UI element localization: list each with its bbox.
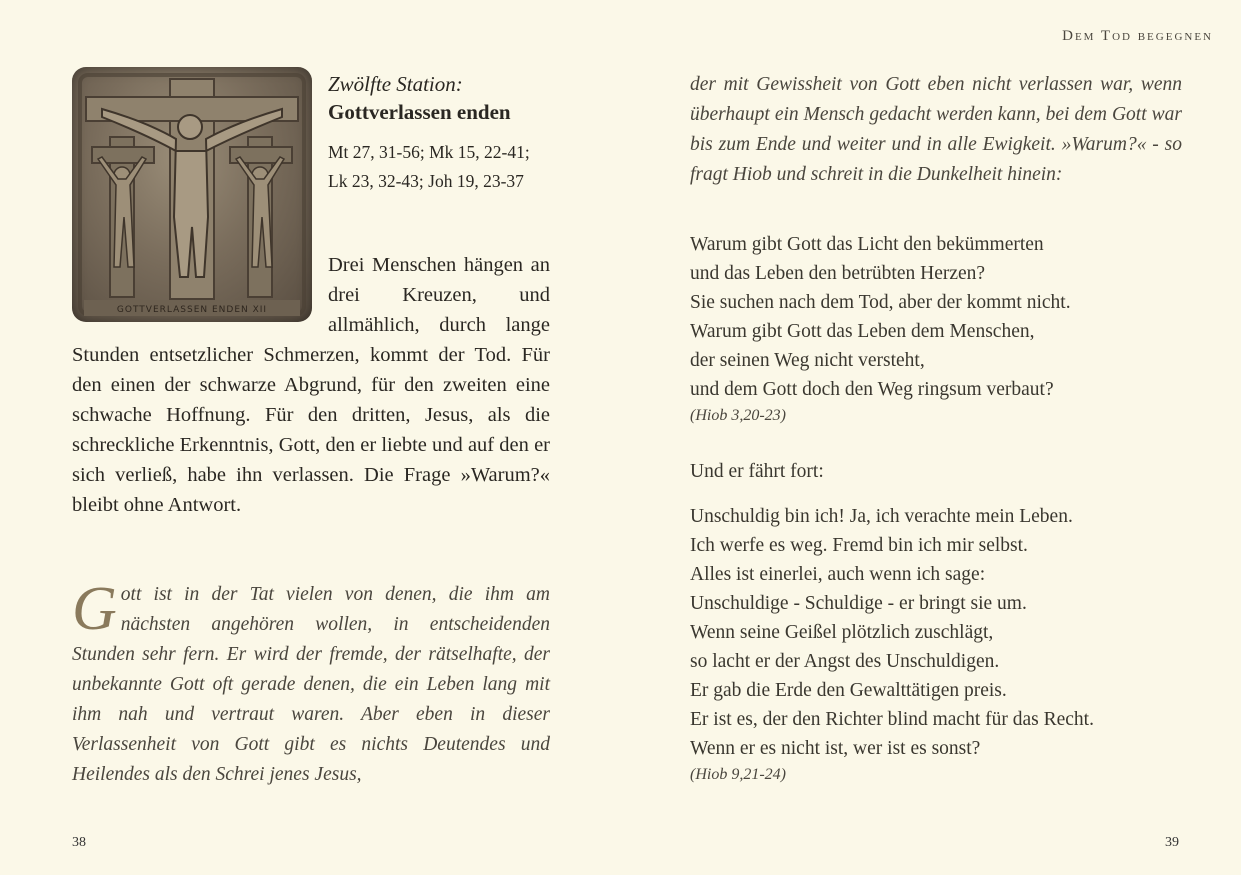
italic-paragraph [72, 575, 550, 790]
poem-line: Wenn seine Geißel plötzlich zuschlägt, [690, 622, 994, 643]
poem-line: Warum gibt Gott das Licht den bekümmerten [690, 234, 1044, 255]
hiob-quote-2 [690, 502, 1190, 787]
drop-cap: G [72, 575, 117, 643]
hiob-quote-1 [690, 230, 1190, 428]
poem-line: Warum gibt Gott das Leben dem Menschen, [690, 321, 1035, 342]
scripture-references: Mt 27, 31-56; Mk 15, 22-41; Lk 23, 32-43; Joh 19, 23-37 [328, 142, 530, 191]
poem-line: Unschuldige - Schuldige - er bringt sie um. [690, 593, 1027, 614]
station-title: Zwölfte Station: [328, 72, 463, 96]
page-number-left: 38 [72, 835, 86, 850]
right-page [620, 0, 1241, 875]
right-italic-paragraph: der mit Gewissheit von Gott eben nicht verlassen war, wenn überhaupt ein Mensch gedacht werden kann, bei dem Gott war bis zum Ende und weiter und in alle Ewigkeit. »Warum?« - so fragt Hiob und schreit in die Dunkelheit hinein: [690, 74, 1182, 185]
poem-line: Er gab die Erde den Gewalttätigen preis. [690, 680, 1007, 701]
citation-2: (Hiob 9,21-24) [690, 766, 786, 783]
italic-text: ott ist in der Tat vielen von denen, die ihm am nächsten angehören wollen, in entscheidenden Stunden sehr fern. Er wird der fremde, der rätselhafte, der unbekannte Gott oft gerade denen, die ein Leben lang mit ihm nah und vertraut waren. Aber eben in dieser Verlassenheit von Gott gibt es nichts Deutendes und Heilendes als den Schrei jenes Jesus, [72, 584, 550, 785]
poem-line: Ich werfe es weg. Fremd bin ich mir selbst. [690, 535, 1028, 556]
poem-line: der seinen Weg nicht versteht, [690, 350, 925, 371]
poem-line: Er ist es, der den Richter blind macht für das Recht. [690, 709, 1094, 730]
body-paragraph [72, 250, 550, 520]
poem-line: so lacht er der Angst des Unschuldigen. [690, 651, 1000, 672]
poem-line: Alles ist einerlei, auch wenn ich sage: [690, 564, 986, 585]
station-subtitle: Gottverlassen enden [328, 100, 511, 124]
poem-line: Sie suchen nach dem Tod, aber der kommt nicht. [690, 292, 1071, 313]
relief-inscription: GOTTVERLASSEN ENDEN XII [116, 305, 268, 315]
poem-line: und das Leben den betrübten Herzen? [690, 263, 986, 284]
running-head: Dem Tod begegnen [1062, 28, 1213, 44]
page-number-right: 39 [1165, 835, 1179, 850]
continuation-line: Und er fährt fort: [690, 461, 824, 482]
left-page [0, 0, 620, 875]
poem-line: Unschuldig bin ich! Ja, ich verachte mein Leben. [690, 506, 1073, 527]
citation-1: (Hiob 3,20-23) [690, 407, 786, 424]
poem-line: Wenn er es nicht ist, wer ist es sonst? [690, 738, 981, 759]
poem-line: und dem Gott doch den Weg ringsum verbaut? [690, 379, 1054, 400]
body-text: Drei Menschen hängen an drei Kreuzen, und allmählich, durch lange Stunden entsetzlicher Schmerzen, kommt der Tod. Für den einen der schwarze Abgrund, für den zweiten eine schwache Hoffnung. Für den dritten, Jesus, als die schreckliche Erkenntnis, Gott, den er liebte und auf den er sich verließ, habe ihn verlassen. Die Frage »Warum?« bleibt ohne Antwort. [72, 254, 550, 516]
